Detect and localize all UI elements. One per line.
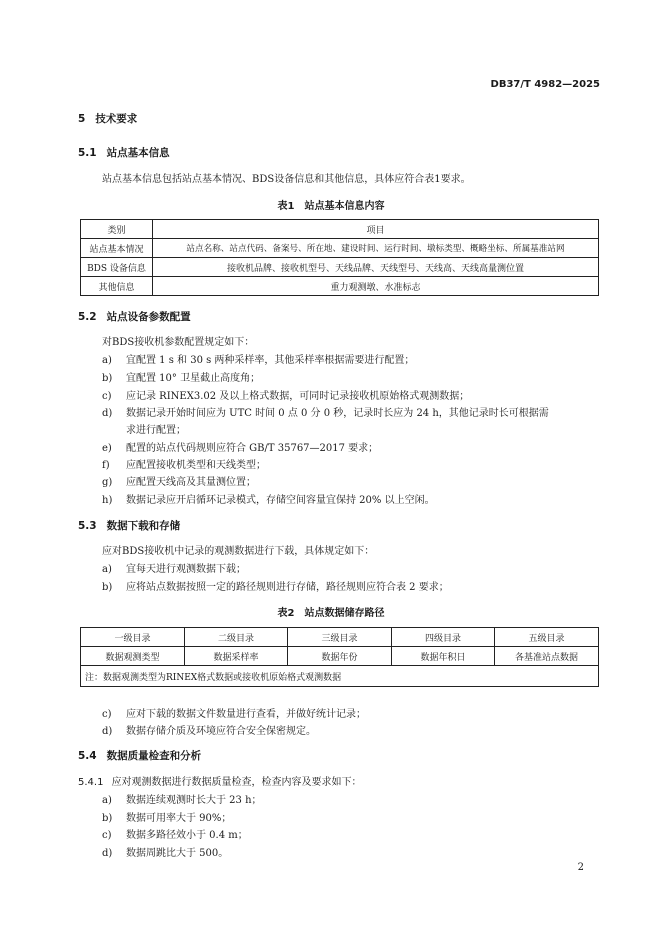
list-item bbox=[102, 791, 262, 806]
list-text: 应将站点数据按照一定的路径规则进行存储，路径规则应符合表 2 要求； bbox=[126, 582, 449, 593]
table-cell: 数据采样率 bbox=[185, 647, 288, 666]
table-cell: 站点名称、站点代码、备案号、所在地、建设时间、运行时间、墩标类型、概略坐标、所属基准站网 bbox=[153, 239, 599, 258]
table-row bbox=[81, 277, 599, 296]
list-text-continuation: 求进行配置； bbox=[126, 425, 186, 436]
list-item bbox=[102, 387, 469, 402]
list-marker: b) bbox=[102, 582, 113, 593]
list-item bbox=[102, 491, 435, 506]
list-marker: b) bbox=[102, 373, 113, 384]
page-number: 2 bbox=[577, 862, 584, 873]
section-5-heading bbox=[78, 111, 137, 126]
list-marker: d) bbox=[102, 726, 113, 737]
list-marker: b) bbox=[102, 813, 113, 824]
list-item bbox=[102, 826, 248, 841]
subsection-text: 应对观测数据进行数据质量检查，检查内容及要求如下： bbox=[111, 777, 362, 788]
section-number: 5.2 bbox=[78, 311, 97, 323]
list-text: 应对下载的数据文件数量进行查看，并做好统计记录； bbox=[126, 709, 366, 720]
table-row bbox=[81, 666, 599, 687]
list-item bbox=[102, 404, 549, 419]
list-text: 数据周跳比大于 500。 bbox=[126, 848, 229, 859]
list-item bbox=[102, 578, 449, 593]
section-5-3-heading bbox=[78, 518, 180, 533]
table-row bbox=[81, 628, 599, 647]
document-code: DB37/T 4982—2025 bbox=[490, 79, 600, 90]
table-cell: 数据观测类型 bbox=[81, 647, 185, 666]
table-header-cell: 项目 bbox=[153, 220, 599, 239]
list-text: 配置的站点代码规则应符合 GB/T 35767—2017 要求； bbox=[126, 443, 379, 454]
list-item bbox=[102, 722, 316, 737]
section-5-3-paragraph: 应对BDS接收机中记录的观测数据进行下载，具体规定如下： bbox=[102, 546, 375, 557]
table-2-caption: 表2 站点数据储存路径 bbox=[277, 608, 385, 619]
list-item bbox=[102, 351, 414, 366]
table-1 bbox=[80, 219, 599, 296]
table-row bbox=[81, 258, 599, 277]
section-5-1-heading bbox=[78, 145, 170, 160]
table-cell: 数据年份 bbox=[288, 647, 392, 666]
table-1-caption: 表1 站点基本信息内容 bbox=[277, 201, 385, 212]
list-text: 宜配置 10° 卫星截止高度角； bbox=[126, 373, 261, 384]
list-text: 应配置接收机类型和天线类型； bbox=[126, 460, 266, 471]
subsection-number: 5.4.1 bbox=[78, 777, 104, 788]
table-header-cell: 二级目录 bbox=[185, 628, 288, 647]
list-text: 宜配置 1 s 和 30 s 两种采样率，其他采样率根据需要进行配置； bbox=[126, 355, 415, 366]
list-marker: h) bbox=[102, 495, 113, 506]
list-text: 应记录 RINEX3.02 及以上格式数据，可同时记录接收机原始格式观测数据； bbox=[126, 391, 470, 402]
table-header-cell: 五级目录 bbox=[495, 628, 599, 647]
list-text: 数据记录应开启循环记录模式，存储空间容量宜保持 20% 以上空闲。 bbox=[126, 495, 435, 506]
table-cell: BDS 设备信息 bbox=[81, 258, 153, 277]
table-header-cell: 三级目录 bbox=[288, 628, 392, 647]
list-marker: d) bbox=[102, 848, 113, 859]
list-text: 数据记录开始时间应为 UTC 时间 0 点 0 分 0 秒，记录时长应为 24 h，其他记录时长可根据需 bbox=[126, 408, 549, 419]
section-title: 站点基本信息 bbox=[106, 147, 170, 159]
section-5-2-heading bbox=[78, 309, 191, 324]
list-marker: a) bbox=[102, 355, 112, 366]
list-item bbox=[102, 369, 260, 384]
list-text: 数据连续观测时长大于 23 h； bbox=[126, 795, 262, 806]
section-title: 站点设备参数配置 bbox=[106, 311, 191, 323]
table-header-cell: 四级目录 bbox=[392, 628, 495, 647]
list-marker: d) bbox=[102, 408, 113, 419]
section-title: 数据质量检查和分析 bbox=[106, 750, 202, 762]
table-cell: 各基准站点数据 bbox=[495, 647, 599, 666]
list-item bbox=[102, 844, 228, 859]
table-cell: 数据年积日 bbox=[392, 647, 495, 666]
table-2 bbox=[80, 627, 599, 687]
list-marker: a) bbox=[102, 795, 112, 806]
section-5-1-paragraph: 站点基本信息包括站点基本情况、BDS设备信息和其他信息，具体应符合表1要求。 bbox=[102, 174, 471, 185]
table-cell: 重力观测墩、水准标志 bbox=[153, 277, 599, 296]
section-number: 5.1 bbox=[78, 147, 97, 159]
section-title: 技术要求 bbox=[95, 113, 138, 125]
list-item bbox=[102, 809, 231, 824]
list-text: 应配置天线高及其量测位置； bbox=[126, 477, 256, 488]
list-marker: a) bbox=[102, 564, 112, 575]
list-item bbox=[102, 473, 256, 488]
table-cell: 其他信息 bbox=[81, 277, 153, 296]
table-row bbox=[81, 220, 599, 239]
list-marker: c) bbox=[102, 709, 112, 720]
table-note: 注：数据观测类型为RINEX格式数据或接收机原始格式观测数据 bbox=[81, 666, 599, 687]
list-marker: g) bbox=[102, 477, 113, 488]
section-number: 5.4 bbox=[78, 750, 97, 762]
table-header-cell: 一级目录 bbox=[81, 628, 185, 647]
list-text: 数据多路径效小于 0.4 m； bbox=[126, 830, 248, 841]
list-marker: e) bbox=[102, 443, 112, 454]
list-marker: c) bbox=[102, 391, 112, 402]
section-5-2-paragraph: 对BDS接收机参数配置规定如下： bbox=[102, 337, 255, 348]
table-cell: 接收机品牌、接收机型号、天线品牌、天线型号、天线高、天线高量测位置 bbox=[153, 258, 599, 277]
section-title: 数据下载和存储 bbox=[106, 520, 181, 532]
table-cell: 站点基本情况 bbox=[81, 239, 153, 258]
list-item bbox=[102, 560, 246, 575]
list-text: 数据可用率大于 90%； bbox=[126, 813, 232, 824]
table-header-cell: 类别 bbox=[81, 220, 153, 239]
subsection-5-4-1 bbox=[78, 773, 361, 788]
list-text: 数据存储介质及环境应符合安全保密规定。 bbox=[126, 726, 316, 737]
list-item bbox=[102, 456, 266, 471]
table-row bbox=[81, 647, 599, 666]
section-number: 5 bbox=[78, 113, 86, 125]
list-item bbox=[102, 705, 366, 720]
list-item bbox=[102, 439, 378, 454]
section-number: 5.3 bbox=[78, 520, 97, 532]
list-marker: c) bbox=[102, 830, 112, 841]
section-5-4-heading bbox=[78, 748, 201, 763]
table-row bbox=[81, 239, 599, 258]
list-text: 宜每天进行观测数据下载； bbox=[126, 564, 246, 575]
list-marker: f) bbox=[102, 460, 110, 471]
